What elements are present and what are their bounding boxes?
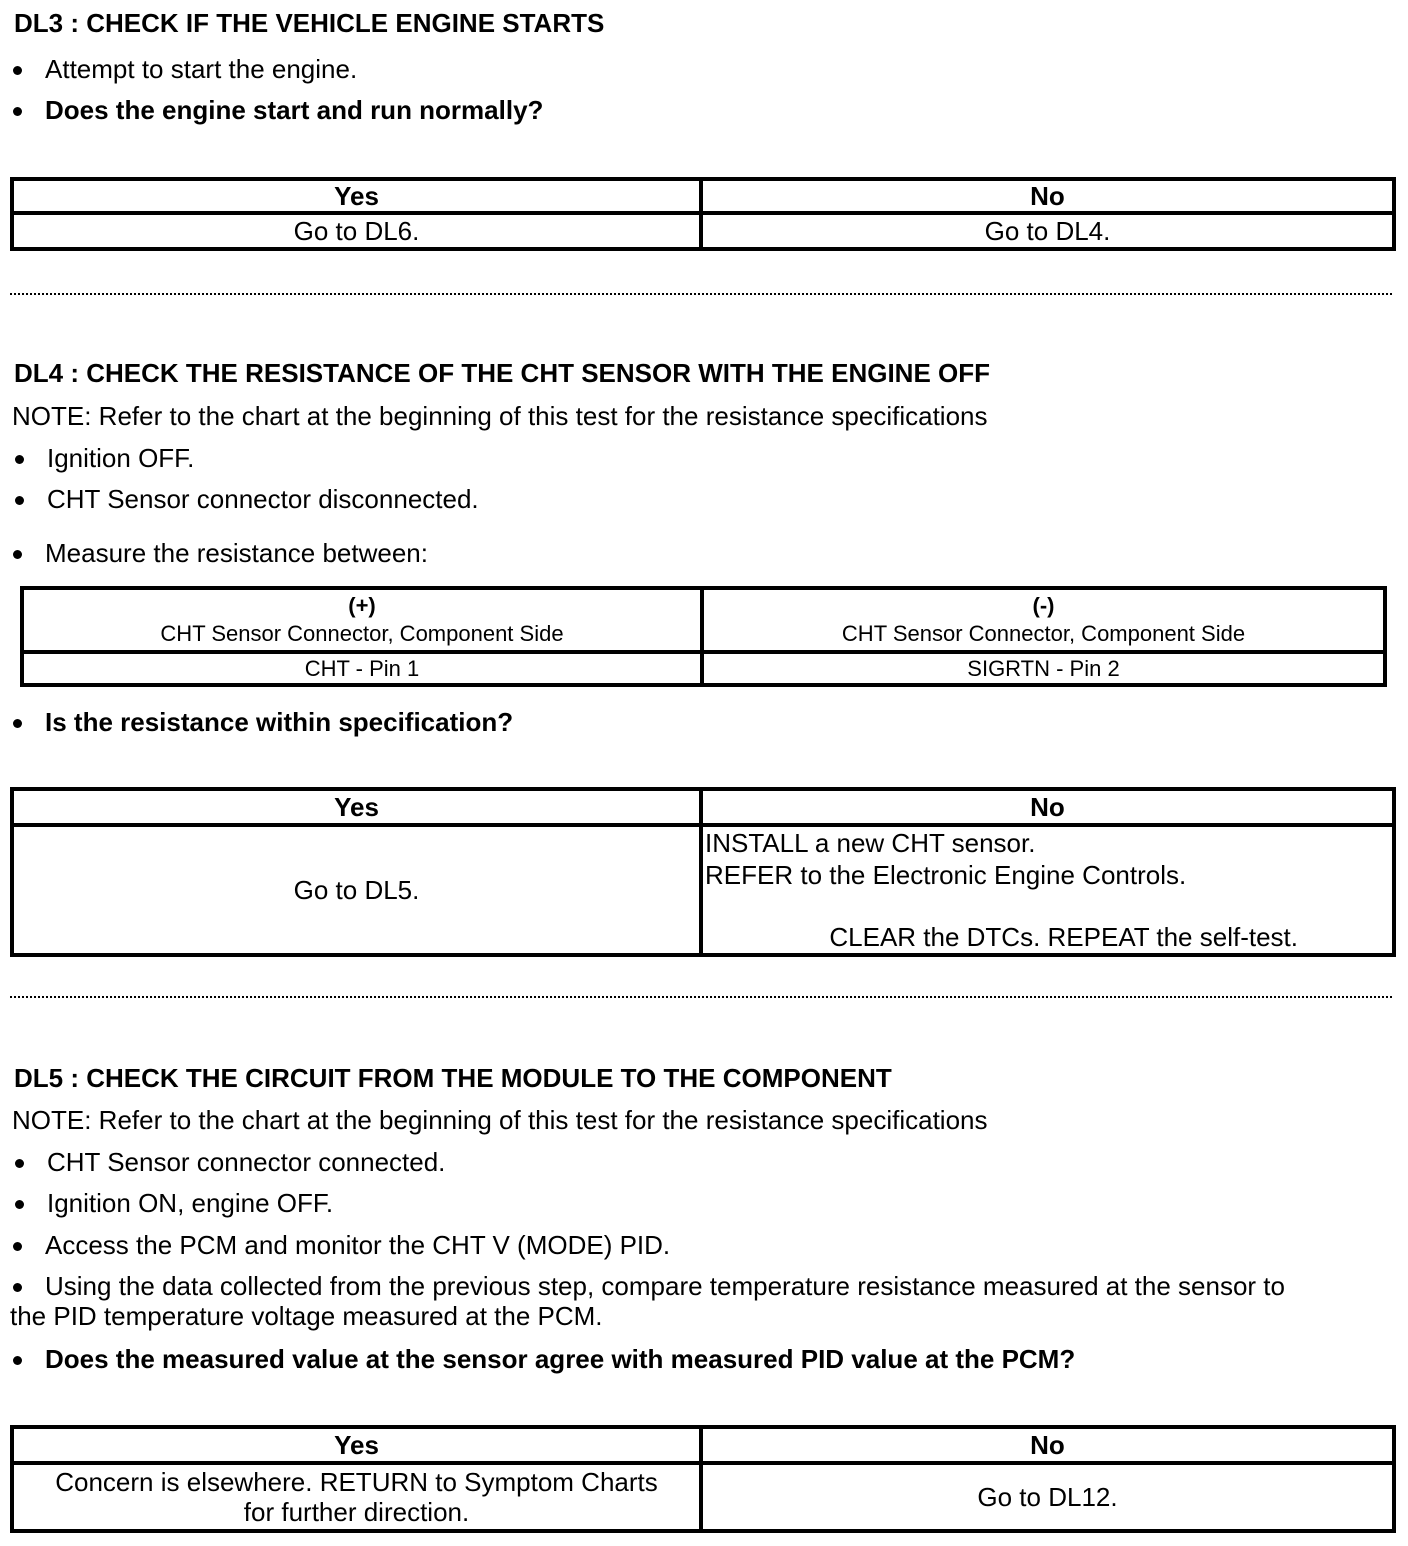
bullet-icon (13, 107, 22, 116)
dl4-negative-probe (702, 588, 1385, 652)
negative-symbol: (-) (1032, 593, 1055, 618)
dl4-step-1: Ignition OFF. (47, 443, 195, 473)
dl3-no-header: No (701, 179, 1394, 213)
bullet-icon (15, 1200, 24, 1209)
dl5-note: NOTE: Refer to the chart at the beginning of this test for the resistance specifications (12, 1105, 988, 1135)
dl4-no-header: No (701, 789, 1394, 825)
dl5-step-4-line-1: Using the data collected from the previous step, compare temperature resistance measured at the sensor to (45, 1271, 1285, 1301)
dl4-no-action (701, 825, 1394, 955)
dl5-step-1: CHT Sensor connector connected. (47, 1147, 446, 1177)
dl5-step-4-line-2: the PID temperature voltage measured at the PCM. (10, 1301, 603, 1331)
dl5-result-table (10, 1425, 1396, 1533)
dl4-no-line-2: REFER to the Electronic Engine Controls. (705, 860, 1187, 890)
bullet-icon (13, 1242, 22, 1251)
dl3-question: Does the engine start and run normally? (45, 95, 544, 125)
dl5-yes-action (12, 1463, 701, 1531)
dl4-yes-header: Yes (12, 789, 701, 825)
section-divider (10, 293, 1392, 295)
bullet-icon (13, 719, 22, 728)
dl4-step-3: Measure the resistance between: (45, 538, 428, 568)
bullet-icon (13, 1356, 22, 1365)
dl5-heading: DL5 : CHECK THE CIRCUIT FROM THE MODULE TO THE COMPONENT (14, 1063, 892, 1093)
bullet-icon (15, 1159, 24, 1168)
dl3-no-action: Go to DL4. (701, 213, 1394, 249)
dl4-no-line-3: CLEAR the DTCs. REPEAT the self-test. (829, 922, 1298, 952)
dl3-yes-header: Yes (12, 179, 701, 213)
dl5-no-action: Go to DL12. (701, 1463, 1394, 1531)
dl5-yes-line-1: Concern is elsewhere. RETURN to Symptom Charts (55, 1467, 658, 1497)
positive-symbol: (+) (348, 593, 376, 618)
negative-connector-label: CHT Sensor Connector, Component Side (841, 621, 1246, 646)
section-divider (10, 996, 1392, 998)
bullet-icon (13, 550, 22, 559)
dl5-yes-header: Yes (12, 1427, 701, 1463)
dl4-question: Is the resistance within specification? (45, 707, 514, 737)
dl4-step-2: CHT Sensor connector disconnected. (47, 484, 479, 514)
dl4-note: NOTE: Refer to the chart at the beginning of this test for the resistance specifications (12, 401, 988, 431)
dl5-question: Does the measured value at the sensor agree with measured PID value at the PCM? (45, 1344, 1076, 1374)
dl3-heading: DL3 : CHECK IF THE VEHICLE ENGINE STARTS (14, 8, 605, 38)
dl5-step-3: Access the PCM and monitor the CHT V (MODE) PID. (45, 1230, 671, 1260)
dl3-result-table (10, 177, 1396, 251)
dl4-result-table (10, 787, 1396, 957)
dl4-positive-pin: CHT - Pin 1 (22, 652, 702, 685)
dl4-no-line-1: INSTALL a new CHT sensor. (705, 828, 1036, 858)
dl5-yes-line-2: for further direction. (243, 1497, 470, 1527)
dl3-step-1: Attempt to start the engine. (45, 54, 358, 84)
dl5-step-2: Ignition ON, engine OFF. (47, 1188, 334, 1218)
dl4-measure-table (20, 586, 1387, 687)
bullet-icon (15, 496, 24, 505)
dl3-yes-action: Go to DL6. (12, 213, 701, 249)
dl5-no-header: No (701, 1427, 1394, 1463)
dl4-positive-probe (22, 588, 702, 652)
dl4-heading: DL4 : CHECK THE RESISTANCE OF THE CHT SENSOR WITH THE ENGINE OFF (14, 358, 990, 388)
dl4-yes-action: Go to DL5. (12, 825, 701, 955)
bullet-icon (13, 1283, 22, 1292)
bullet-icon (15, 455, 24, 464)
positive-connector-label: CHT Sensor Connector, Component Side (160, 621, 564, 646)
dl4-negative-pin: SIGRTN - Pin 2 (702, 652, 1385, 685)
bullet-icon (13, 66, 22, 75)
